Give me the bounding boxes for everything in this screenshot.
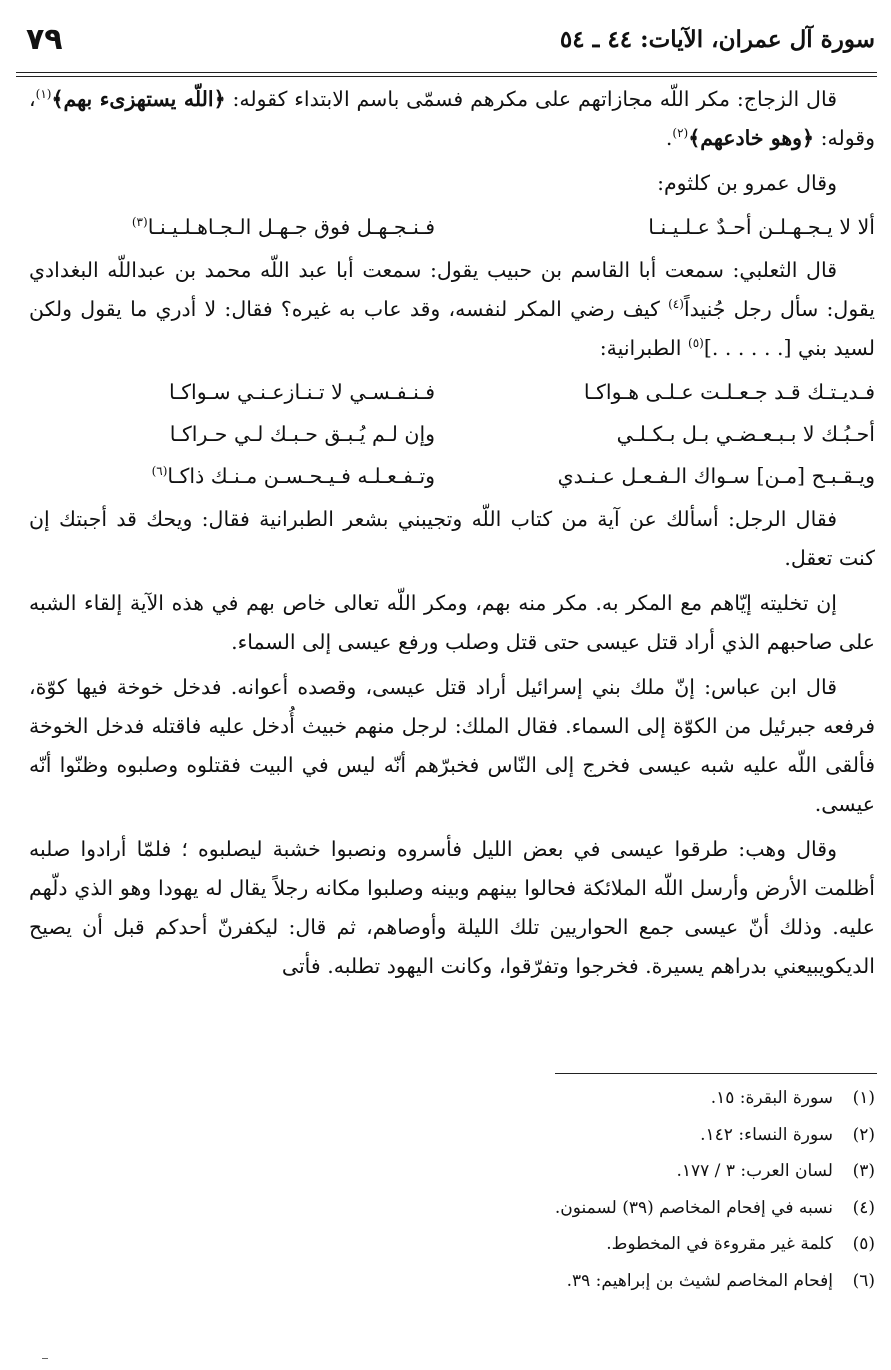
text-run: الطبرانية:: [599, 336, 688, 360]
paragraph-man: فقال الرجل: أسألك عن آية من كتاب اللّه وتجيبني بشعر الطبرانية فقال: ويحك قد أجبتك إن كنت تعقل.: [29, 507, 875, 570]
footnote-number: (٤): [852, 1197, 875, 1218]
page-number: ٧٩: [26, 22, 63, 57]
page-mark: [42, 1358, 48, 1359]
verse-hemistich: فـديـتـك قـد جـعـلـت عـلـى هـواكـا: [583, 380, 875, 404]
text-run: قال الزجاج: مكر اللّه مجازاتهم على مكرهم فسمّى باسم الابتداء كقوله:: [225, 87, 837, 111]
footnote: [275, 1117, 875, 1154]
paragraph-amr: وقال عمرو بن كلثوم:: [657, 171, 837, 195]
footnote-ref: (٢): [672, 126, 689, 141]
footnotes: [275, 1080, 875, 1299]
text-run: قال الثعلبي: سمعت أبا القاسم بن حبيب يقول: سمعت أبا عبد اللّه محمد بن عبداللّه البغدادي يقول: سأل رجل جُنيداً: [29, 258, 875, 321]
header-rule: [16, 72, 877, 73]
paragraph-ibn-abbas: قال ابن عباس: إنّ ملك بني إسرائيل أراد قتل عيسى، وقصده أعوانه. فدخل خوخة فيها كوّة، فرفعه جبرئيل من الكوّة إلى السماء. فقال الملك: لرجل منهم خبيث أُدخل عليه فاقتله فدخل الخوخة فألقى اللّه عليه شبه عيسى فخرج إلى النّاس فخبرّهم أنّه ليس في البيت فقتلوه وصلبوه وظنّوا أنّه عيسى.: [29, 675, 875, 816]
paragraph-zajjaj: [29, 80, 875, 158]
verse-line: [29, 416, 875, 452]
footnote-ref: (٥): [688, 336, 704, 351]
verse-hemistich: وإن لـم يُـبـق حـبـك لـي حـراكـا: [169, 422, 436, 446]
verse-text: وتـفـعـلـه فـيـحـسـن مـنـك ذاكـا: [167, 464, 436, 488]
verse-line: [29, 458, 875, 494]
main-text: [29, 80, 875, 992]
footnote-text: سورة النساء: ١٤٢.: [700, 1124, 833, 1145]
footnote: [275, 1190, 875, 1227]
quran-quote: ﴿اللّه يستهزىء بهم﴾: [51, 87, 226, 111]
footnote-ref: (٣): [131, 215, 148, 230]
footnote-text: كلمة غير مقروءة في المخطوط.: [606, 1234, 833, 1254]
verse-hemistich: ألا لا يـجـهـلـن أحـدٌ عـلـيـنـا: [648, 215, 875, 239]
paragraph-thalabi: [29, 251, 875, 368]
verse-text: فـنـجـهـل فوق جـهـل الـجـاهـلـيـنـا: [147, 215, 436, 239]
text-run: كيف رضي المكر لنفسه، وقد عاب به غيره؟ فقال: لا أدري ما يقول ولكن لسيد بني [. . . . . .]: [29, 297, 875, 360]
header-rule-inner: [16, 76, 877, 77]
footnote-number: (٥): [852, 1234, 875, 1254]
footnote-text: لسان العرب: ٣ / ١٧٧.: [676, 1161, 833, 1181]
footnote-ref: (٤): [668, 297, 684, 312]
text-run: ، وقوله:: [29, 87, 875, 150]
footnote-text: إفحام المخاصم لشيث بن إبراهيم: ٣٩.: [566, 1270, 833, 1291]
footnote-ref: (١): [35, 87, 52, 102]
footnote-number: (٣): [852, 1161, 875, 1181]
footnote: [275, 1263, 875, 1300]
verse-hemistich: [29, 458, 435, 494]
verse-hemistich: فـنـفـسـي لا تـنـازعـنـي سـواكـا: [169, 380, 436, 404]
footnote: [275, 1080, 875, 1117]
footnote-number: (١): [852, 1088, 875, 1108]
footnote: [275, 1226, 875, 1263]
footnote-ref: (٦): [151, 464, 168, 479]
running-header-title: سورة آل عمران، الآيات: ٤٤ ـ ٥٤: [559, 26, 875, 53]
verse-line: [29, 374, 875, 410]
footnote-text: سورة البقرة: ١٥.: [710, 1088, 833, 1108]
verse-hemistich: ويـقـبـح [مـن] سـواك الـفـعـل عـنـدي: [557, 464, 875, 488]
paragraph-wahb: وقال وهب: طرقوا عيسى في بعض الليل فأسروه ونصبوا خشبة ليصلبوه ؛ فلمّا أرادوا صلبه أظلمت الأرض وأرسل اللّه الملائكة فحالوا بينهم وبينه وصلبوا مكانه رجلاً يقال له يهودا وهو الذي دلّهم عليه. وذلك أنّ عيسى جمع الحواريين تلك الليلة وأوصاهم، ثم قال: ليكفرنّ أحدكم قبل أن يصيح الديكويبيعني بدراهم يسيرة. فخرجوا وتفرّقوا، وكانت اليهود تطلبه. فأتى: [29, 837, 875, 978]
footnote-separator: [555, 1073, 877, 1074]
footnote-number: (٦): [852, 1270, 875, 1291]
footnote: [275, 1153, 875, 1190]
footnote-number: (٢): [852, 1124, 875, 1145]
footnote-text: نسبه في إفحام المخاصم (٣٩) لسمنون.: [554, 1197, 833, 1218]
text-run: .: [665, 126, 673, 150]
quran-quote: ﴿وهو خادعهم﴾: [688, 126, 815, 150]
verse-hemistich: [29, 209, 435, 245]
verse-hemistich: أحـبُـك لا بـبـعـضـي بـل بـكـلـي: [616, 422, 875, 446]
paragraph-tafsir: إن تخليته إيّاهم مع المكر به. مكر منه بهم، ومكر اللّه تعالى خاص بهم في هذه الآية إلقاء الشبه على صاحبهم الذي أراد قتل عيسى حتى قتل وصلب ورفع عيسى إلى السماء.: [29, 591, 875, 654]
verse-line: [29, 209, 875, 245]
